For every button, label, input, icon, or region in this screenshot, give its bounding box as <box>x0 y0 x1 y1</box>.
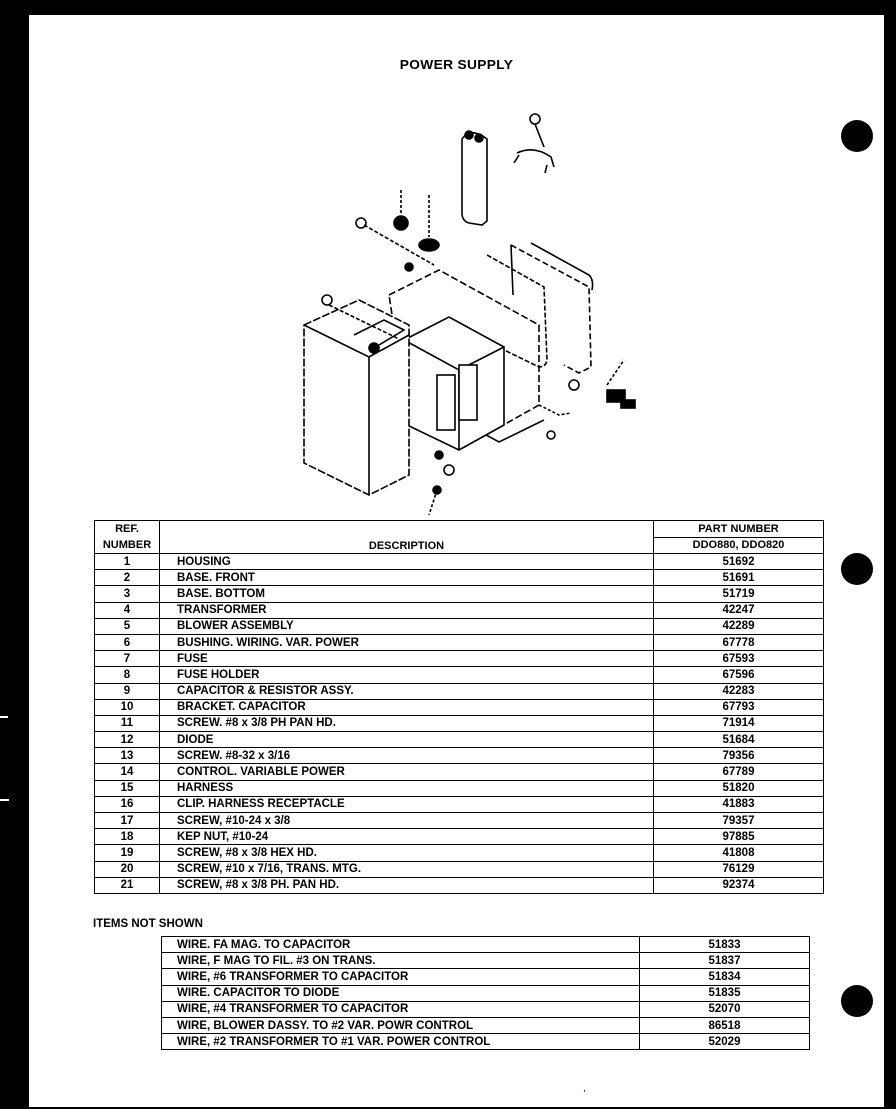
table-row <box>95 651 824 667</box>
part-number-cell: 51835 <box>640 985 810 1001</box>
table-row <box>162 1001 810 1017</box>
table-row <box>95 667 824 683</box>
part-number-cell: 42283 <box>654 683 824 699</box>
ref-number-cell: 5 <box>95 618 160 634</box>
description-cell: WIRE, F MAG TO FIL. #3 ON TRANS. <box>162 953 640 969</box>
part-number-cell: 52070 <box>640 1001 810 1017</box>
description-cell: SCREW. #8-32 x 3/16 <box>160 748 654 764</box>
ref-number-cell: 1 <box>95 554 160 570</box>
part-number-cell: 79357 <box>654 813 824 829</box>
table-row <box>162 985 810 1001</box>
part-number-cell: 67793 <box>654 699 824 715</box>
housing-icon <box>304 300 409 495</box>
description-cell: FUSE <box>160 651 654 667</box>
description-cell: HARNESS <box>160 780 654 796</box>
part-number-cell: 51833 <box>640 937 810 953</box>
ref-number-cell: 8 <box>95 667 160 683</box>
ref-number-cell: 14 <box>95 764 160 780</box>
part-number-cell: 71914 <box>654 715 824 731</box>
table-row <box>95 570 824 586</box>
description-cell: WIRE. FA MAG. TO CAPACITOR <box>162 937 640 953</box>
part-number-cell: 79356 <box>654 748 824 764</box>
ref-number-cell: 16 <box>95 796 160 812</box>
ref-number-cell: 6 <box>95 634 160 650</box>
ref-number-cell: 17 <box>95 813 160 829</box>
items-not-shown-table <box>161 936 810 1050</box>
ref-number-cell: 10 <box>95 699 160 715</box>
table-row <box>95 845 824 861</box>
table-row <box>95 813 824 829</box>
description-cell: WIRE, #2 TRANSFORMER TO #1 VAR. POWER CONTROL <box>162 1034 640 1050</box>
table-row <box>162 1034 810 1050</box>
description-cell: FUSE HOLDER <box>160 667 654 683</box>
description-cell: WIRE, #6 TRANSFORMER TO CAPACITOR <box>162 969 640 985</box>
description-cell: DIODE <box>160 732 654 748</box>
description-cell: CONTROL. VARIABLE POWER <box>160 764 654 780</box>
description-cell: SCREW, #8 x 3/8 HEX HD. <box>160 845 654 861</box>
part-number-cell: 51692 <box>654 554 824 570</box>
description-cell: WIRE, BLOWER DASSY. TO #2 VAR. POWR CONTROL <box>162 1017 640 1033</box>
ref-number-cell: 9 <box>95 683 160 699</box>
ref-number-cell: 2 <box>95 570 160 586</box>
table-row <box>162 953 810 969</box>
table-row <box>95 683 824 699</box>
part-number-cell: 51834 <box>640 969 810 985</box>
description-cell: BASE. FRONT <box>160 570 654 586</box>
table-row <box>95 732 824 748</box>
part-number-cell: 51820 <box>654 780 824 796</box>
part-number-cell: 67593 <box>654 651 824 667</box>
header-models: DDO880, DDO820 <box>654 537 824 554</box>
description-cell: WIRE. CAPACITOR TO DIODE <box>162 985 640 1001</box>
table-row <box>95 780 824 796</box>
description-cell: BUSHING. WIRING. VAR. POWER <box>160 634 654 650</box>
table-row <box>95 861 824 877</box>
description-cell: SCREW, #8 x 3/8 PH. PAN HD. <box>160 877 654 893</box>
description-cell: WIRE, #4 TRANSFORMER TO CAPACITOR <box>162 1001 640 1017</box>
ref-number-cell: 21 <box>95 877 160 893</box>
description-cell: BRACKET. CAPACITOR <box>160 699 654 715</box>
part-number-cell: 51837 <box>640 953 810 969</box>
table-row <box>95 618 824 634</box>
edge-tick <box>0 716 8 718</box>
table-row <box>95 554 824 570</box>
part-number-cell: 52029 <box>640 1034 810 1050</box>
description-cell: HOUSING <box>160 554 654 570</box>
description-cell: SCREW, #10 x 7/16, TRANS. MTG. <box>160 861 654 877</box>
capacitor-icon <box>462 131 487 225</box>
page-title: POWER SUPPLY <box>399 58 514 72</box>
part-number-cell: 67778 <box>654 634 824 650</box>
part-number-cell: 67596 <box>654 667 824 683</box>
ref-number-cell: 4 <box>95 602 160 618</box>
part-number-cell: 41808 <box>654 845 824 861</box>
description-cell: CLIP. HARNESS RECEPTACLE <box>160 796 654 812</box>
part-number-cell: 67789 <box>654 764 824 780</box>
description-cell: KEP NUT, #10-24 <box>160 829 654 845</box>
ref-number-cell: 7 <box>95 651 160 667</box>
table-row <box>95 602 824 618</box>
ref-number-cell: 15 <box>95 780 160 796</box>
table-row <box>162 969 810 985</box>
part-number-cell: 42289 <box>654 618 824 634</box>
table-row <box>95 877 824 893</box>
table-row <box>95 586 824 602</box>
header-ref-number: REF. NUMBER <box>95 521 160 554</box>
part-number-cell: 51719 <box>654 586 824 602</box>
ref-number-cell: 11 <box>95 715 160 731</box>
part-number-cell: 51691 <box>654 570 824 586</box>
parts-page <box>29 15 884 1107</box>
ref-number-cell: 12 <box>95 732 160 748</box>
table-row <box>95 748 824 764</box>
ref-number-cell: 3 <box>95 586 160 602</box>
header-description: DESCRIPTION <box>160 521 654 554</box>
table-row <box>95 829 824 845</box>
ref-number-cell: 19 <box>95 845 160 861</box>
description-cell: BLOWER ASSEMBLY <box>160 618 654 634</box>
part-number-cell: 42247 <box>654 602 824 618</box>
table-row <box>162 937 810 953</box>
transformer-icon <box>404 317 504 450</box>
ref-number-cell: 13 <box>95 748 160 764</box>
table-row <box>95 764 824 780</box>
stray-mark: , <box>583 1083 586 1094</box>
table-header-row <box>95 521 824 538</box>
table-row <box>95 634 824 650</box>
table-row <box>162 1017 810 1033</box>
description-cell: SCREW. #8 x 3/8 PH PAN HD. <box>160 715 654 731</box>
description-cell: BASE. BOTTOM <box>160 586 654 602</box>
harness-plug-icon <box>607 390 635 408</box>
ref-number-cell: 18 <box>95 829 160 845</box>
punch-hole-icon <box>841 985 873 1017</box>
part-number-cell: 51684 <box>654 732 824 748</box>
bushing-icon <box>394 190 439 251</box>
description-cell: SCREW, #10-24 x 3/8 <box>160 813 654 829</box>
ref-number-cell: 20 <box>95 861 160 877</box>
punch-hole-icon <box>841 120 873 152</box>
exploded-diagram <box>289 95 649 515</box>
table-row <box>95 796 824 812</box>
table-row <box>95 715 824 731</box>
punch-hole-icon <box>841 553 873 585</box>
part-number-cell: 76129 <box>654 861 824 877</box>
table-row <box>95 699 824 715</box>
part-number-cell: 92374 <box>654 877 824 893</box>
part-number-cell: 41883 <box>654 796 824 812</box>
edge-tick <box>0 799 9 801</box>
part-number-cell: 86518 <box>640 1017 810 1033</box>
items-not-shown-label: ITEMS NOT SHOWN <box>93 918 203 930</box>
description-cell: CAPACITOR & RESISTOR ASSY. <box>160 683 654 699</box>
part-number-cell: 97885 <box>654 829 824 845</box>
parts-table <box>94 520 824 894</box>
description-cell: TRANSFORMER <box>160 602 654 618</box>
header-part-number: PART NUMBER <box>654 521 824 538</box>
